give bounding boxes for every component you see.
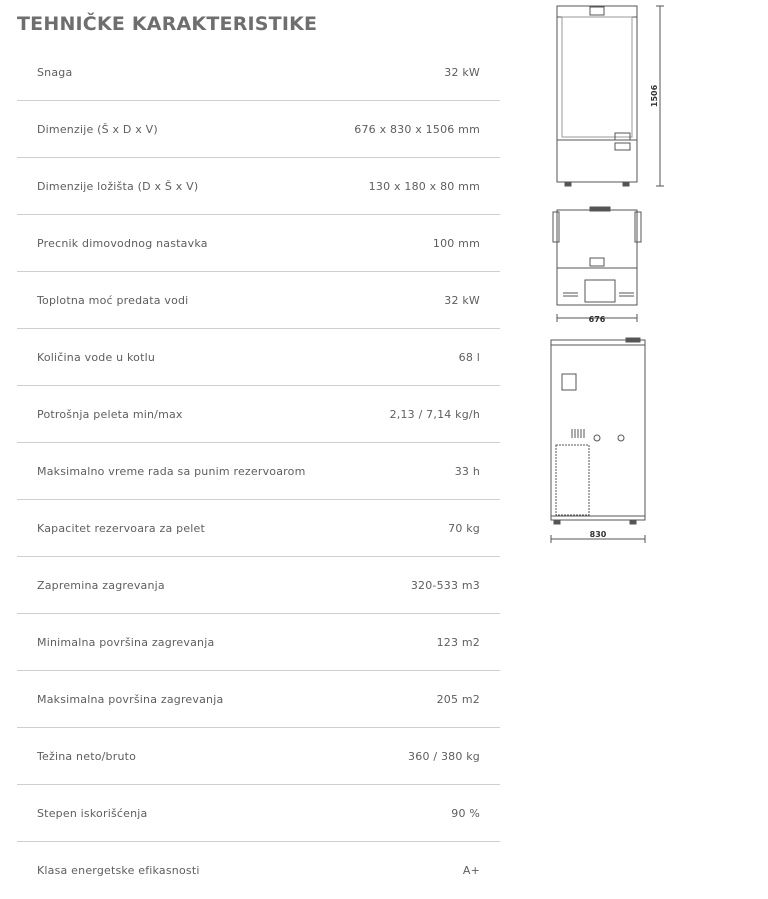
spec-value: 320-533 m3 xyxy=(410,578,480,592)
spec-row xyxy=(17,272,500,329)
spec-row xyxy=(17,671,500,728)
spec-row xyxy=(17,158,500,215)
spec-label: Minimalna površina zagrevanja xyxy=(37,635,215,649)
spec-row xyxy=(17,785,500,842)
spec-row xyxy=(17,500,500,557)
spec-row xyxy=(17,44,500,101)
spec-value: 676 x 830 x 1506 mm xyxy=(354,122,480,136)
spec-label: Kapacitet rezervoara za pelet xyxy=(37,521,206,535)
spec-value: 33 h xyxy=(454,464,480,478)
spec-value: 90 % xyxy=(451,806,480,820)
spec-label: Precnik dimovodnog nastavka xyxy=(37,236,208,250)
spec-row xyxy=(17,329,500,386)
spec-value: 100 mm xyxy=(432,236,480,250)
spec-label: Potrošnja peleta min/max xyxy=(37,407,183,421)
page-title: TEHNIČKE KARAKTERISTIKE xyxy=(17,13,318,35)
spec-value: 32 kW xyxy=(444,65,480,79)
spec-row xyxy=(17,443,500,500)
spec-row xyxy=(17,215,500,272)
spec-label: Klasa energetske efikasnosti xyxy=(37,864,200,877)
spec-row xyxy=(17,842,500,899)
front-view-drawing xyxy=(557,6,664,186)
spec-value: 123 m2 xyxy=(436,635,480,649)
spec-label: Količina vode u kotlu xyxy=(37,350,156,364)
spec-label: Težina neto/bruto xyxy=(37,749,137,763)
height-dimension-label: 1506 xyxy=(650,84,659,108)
spec-label: Dimenzije ložišta (D x Š x V) xyxy=(37,179,199,193)
spec-row xyxy=(17,614,500,671)
spec-label: Maksimalna površina zagrevanja xyxy=(37,692,224,706)
spec-value: 2,13 / 7,14 kg/h xyxy=(389,407,480,421)
spec-label: Maksimalno vreme rada sa punim rezervoarom xyxy=(37,464,306,478)
spec-value: 68 l xyxy=(458,350,480,364)
spec-value: 70 kg xyxy=(448,521,480,535)
spec-label: Zapremina zagrevanja xyxy=(37,578,165,592)
spec-label: Toplotna moć predata vodi xyxy=(37,293,189,307)
boiler-drawings-svg xyxy=(540,0,680,560)
spec-label: Snaga xyxy=(37,65,73,79)
spec-value: 360 / 380 kg xyxy=(408,749,480,763)
top-view-drawing xyxy=(553,207,641,322)
spec-value: 32 kW xyxy=(444,293,480,307)
spec-label: Dimenzije (Š x D x V) xyxy=(37,122,158,136)
spec-row xyxy=(17,386,500,443)
depth-dimension-label: 830 xyxy=(589,530,607,539)
spec-value: A+ xyxy=(462,864,480,877)
width-dimension-label: 676 xyxy=(588,315,606,324)
spec-value: 205 m2 xyxy=(436,692,480,706)
spec-label: Stepen iskorišćenja xyxy=(37,806,148,820)
side-view-drawing xyxy=(551,338,645,543)
technical-drawings xyxy=(540,0,680,560)
spec-row xyxy=(17,728,500,785)
spec-row xyxy=(17,557,500,614)
spec-row xyxy=(17,101,500,158)
spec-value: 130 x 180 x 80 mm xyxy=(368,179,480,193)
specs-table xyxy=(17,44,500,899)
